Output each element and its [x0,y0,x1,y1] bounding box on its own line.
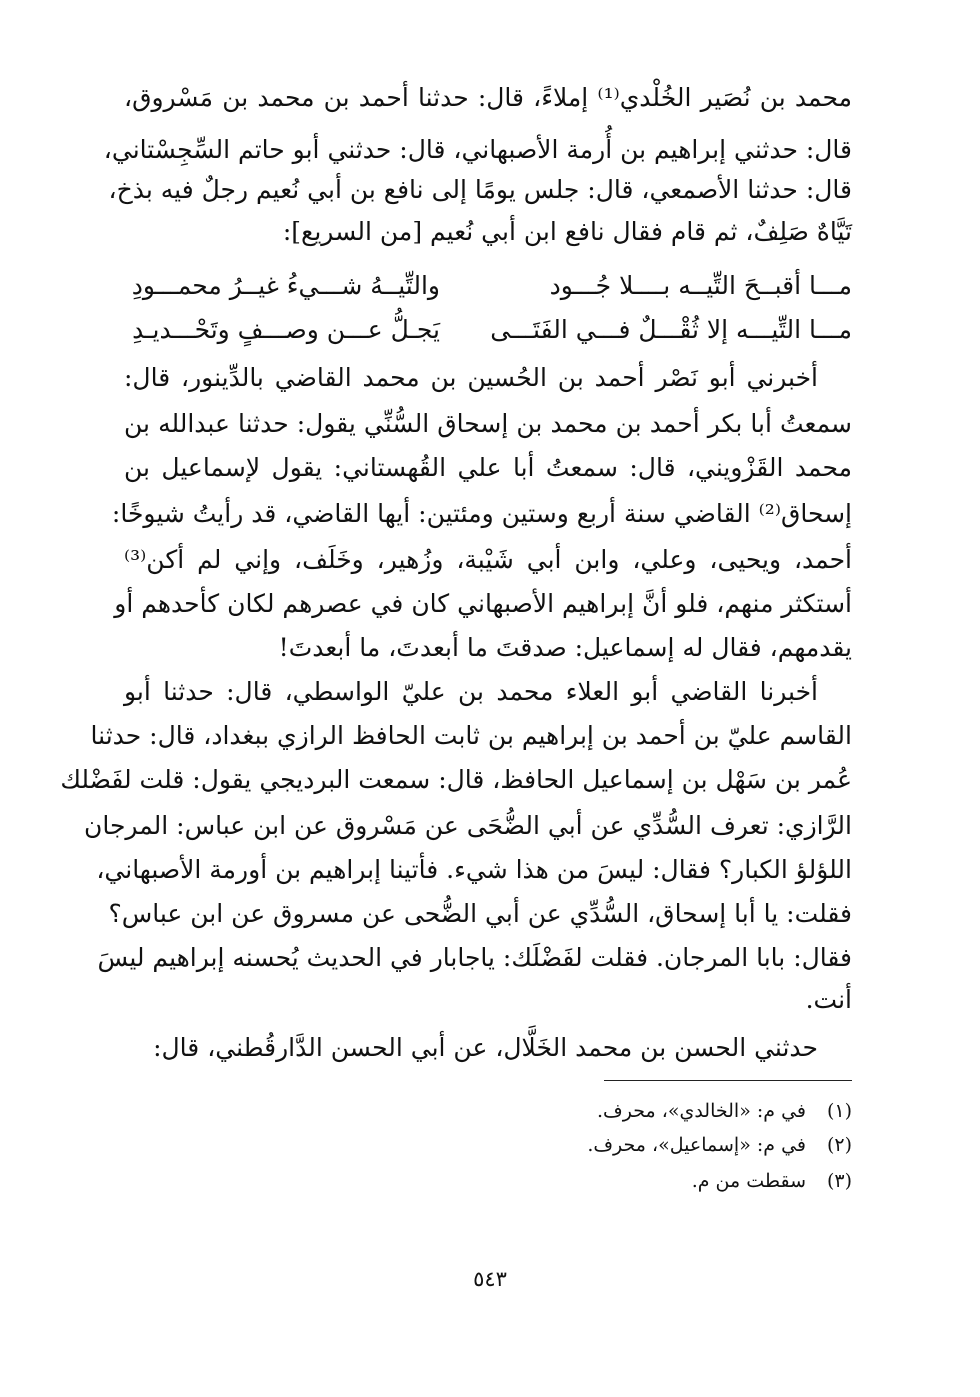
footnote-text: في م: «إسماعيل»، محرف. [587,1134,806,1156]
body-line: فقلت: يا أبا إسحاق، السُّدِّي عن أبي الضُّحى عن مسروق عن ابن عباس؟ [108,899,852,928]
body-line: يقدمهم، فقال له إسماعيل: صدقتَ ما أبعدتَ، ما أبعدتَ! [278,633,852,662]
footnote-separator [604,1080,852,1081]
footnote-text: سقطت من م. [691,1170,806,1192]
body-line: أحمد، ويحيى، وعلي، وابن أبي شَيْبة، وزُهير، وخَلَف، وإني لم أكن⁽³⁾ [124,545,852,574]
body-line: تَيَّاهٌ صَلِفٌ، ثم قام فقال نافع ابن أبي نُعيم [من السريع]: [282,217,852,246]
footnote-text: في م: «الخالدي»، محرف. [597,1100,806,1122]
body-line: الرَّازي: تعرف السُّدِّي عن أبي الضُّحَى عن مَسْروق عن ابن عباس: المرجان [83,811,852,840]
body-line: القاسم عليّ بن أحمد بن إبراهيم بن ثابت الحافظ الرازي ببغداد، قال: حدثنا [90,721,852,750]
body-line: فقال: بابا المرجان. فقلت لفَضْلَك: ياجابار في الحديث يُحسنه إبراهيم ليسَ [97,943,852,972]
body-line: اللؤلؤ الكبار؟ فقال: ليسَ من هذا شيء. فأتينا إبراهيم بن أورمة الأصبهاني، [96,855,852,884]
body-line: محمد القَزْويني، قال: سمعتُ أبا علي القُهستاني: يقول لإسماعيل بن [124,453,852,482]
body-line: أنت. [805,985,852,1014]
body-line: إسحاق⁽²⁾ القاضي سنة أربع وستين ومئتين: أيها القاضي، قد رأيتُ شيوخًا: [111,499,852,528]
body-line: سمعتُ أبا بكر أحمد بن محمد بن إسحاق السُّنِّي يقول: حدثنا عبدالله بن [124,409,852,438]
verse-hemistich-second: يَجـلُّ عـــن وصـــفٍ وتَحْـــديـدِ [132,315,440,344]
footnote-number: (٢) [826,1134,852,1156]
footnote [252,1096,852,1126]
body-line: أخبرني أبو نَصْر أحمد بن الحُسين بن محمد القاضي بالدِّينور، قال: [124,363,818,392]
footnote-number: (٣) [826,1170,852,1192]
verse-hemistich-second: والتِّيــهُ شـــيءُ غيــرُ محمـــودِ [131,271,440,300]
body-line: أستكثر منهم، فلو أنَّ إبراهيم الأصبهاني كان في عصرهم لكان كأحدهم أو [114,589,852,618]
footnote [252,1130,852,1160]
verse-hemistich-first: مـــا أقبــحَ التِّيــه بــــلا جُـــود [549,271,852,300]
body-line: عُمر بن سَهْل بن إسماعيل الحافظ، قال: سمعت البرديجي يقول: قلت لفَضْلك [60,765,852,794]
body-line: قال: حدثنا الأصمعي، قال: جلس يومًا إلى نافع بن أبي نُعيم رجلٌ فيه بذخ، [108,175,852,204]
verse-hemistich-first: مـــا التِّيـــه إلا ثُقْـــلٌ فـــي الفَتَـــى [490,315,852,344]
body-line: محمد بن نُصَير الخُلْدي⁽¹⁾ إملاءً، قال: حدثنا أحمد بن محمد بن مَسْروق، [124,83,852,112]
footnote-number: (١) [826,1100,852,1122]
page-number: ٥٤٣ [473,1267,507,1291]
body-line: أخبرنا القاضي أبو العلاء محمد بن عليّ الواسطي، قال: حدثنا أبو [124,677,818,706]
body-line: قال: حدثني إبراهيم بن أُرمة الأصبهاني، قال: حدثني أبو حاتم السِّجِسْتاني، [103,135,852,164]
body-line: حدثني الحسن بن محمد الخَلَّال، عن أبي الحسن الدَّارقُطني، قال: [153,1033,818,1062]
footnote [252,1166,852,1196]
